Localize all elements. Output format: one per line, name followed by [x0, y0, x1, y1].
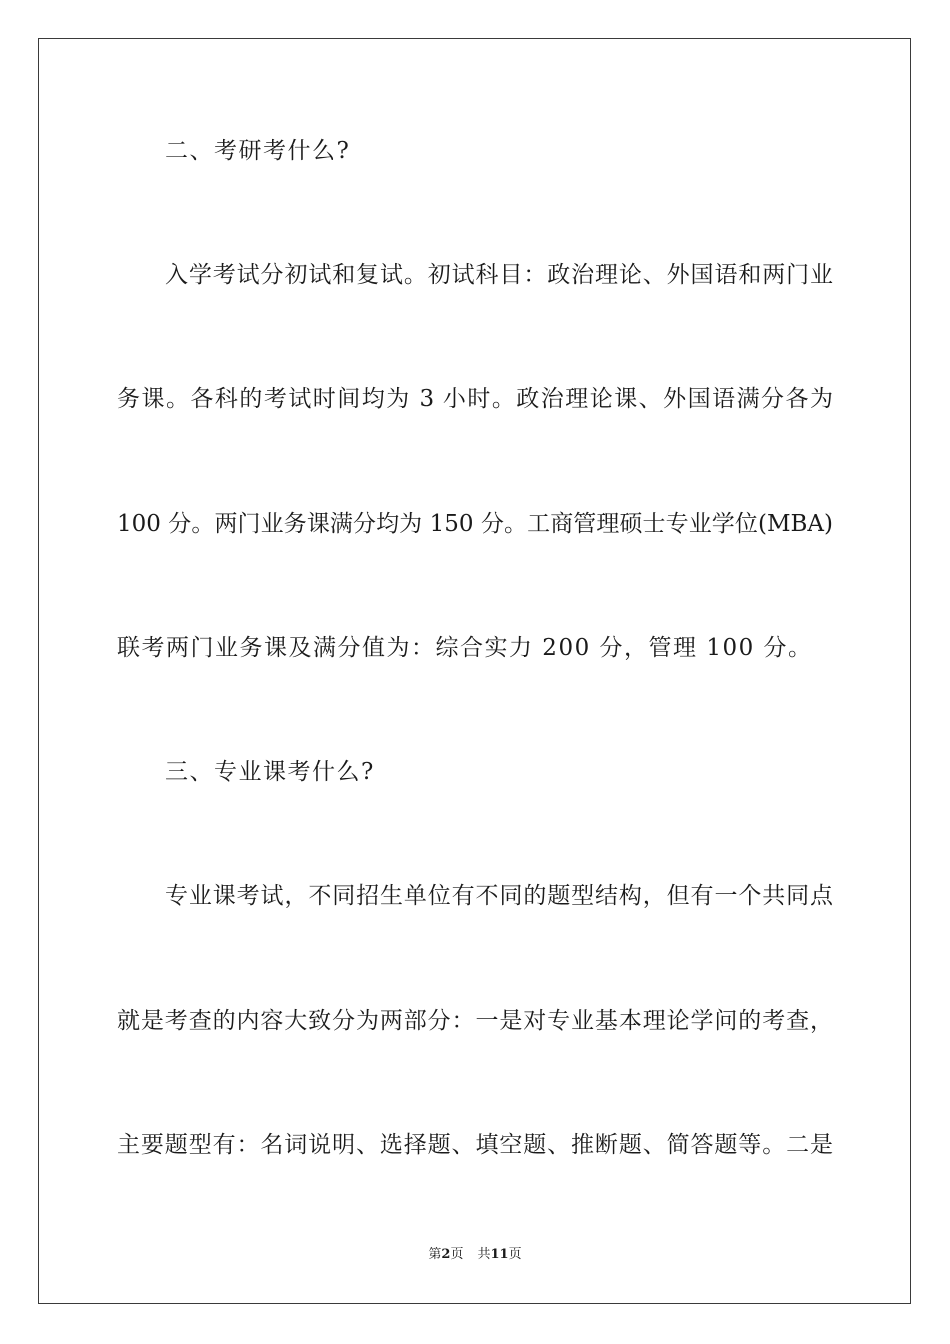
- paragraph-line: 就是考查的内容大致分为两部分：一是对专业基本理论学问的考查，: [117, 1008, 833, 1034]
- paragraph-line: 主要题型有：名词说明、选择题、填空题、推断题、简答题等。二是: [117, 1132, 833, 1158]
- footer-total-prefix: 共: [477, 1247, 491, 1262]
- paragraph-line: 专业课考试，不同招生单位有不同的题型结构，但有一个共同点: [165, 883, 833, 909]
- paragraph-line: 务课。各科的考试时间均为 3 小时。政治理论课、外国语满分各为: [117, 386, 833, 412]
- footer-page-suffix: 页: [450, 1247, 464, 1262]
- footer-page-prefix: 第: [428, 1247, 442, 1262]
- footer-total-suffix: 页: [508, 1247, 522, 1262]
- footer-total-number: 11: [490, 1247, 509, 1262]
- paragraph-line: 联考两门业务课及满分值为：综合实力 200 分，管理 100 分。: [117, 635, 813, 661]
- section-heading-3: 三、专业课考什么?: [165, 759, 375, 785]
- section-heading-2: 二、考研考什么?: [165, 138, 351, 164]
- page-footer: [0, 1246, 950, 1264]
- page-border: [38, 38, 911, 1304]
- paragraph-line: 入学考试分初试和复试。初试科目：政治理论、外国语和两门业: [165, 262, 833, 288]
- footer-page-number: 2: [441, 1247, 451, 1262]
- paragraph-line: 100 分。两门业务课满分均为 150 分。工商管理硕士专业学位(MBA): [117, 511, 833, 537]
